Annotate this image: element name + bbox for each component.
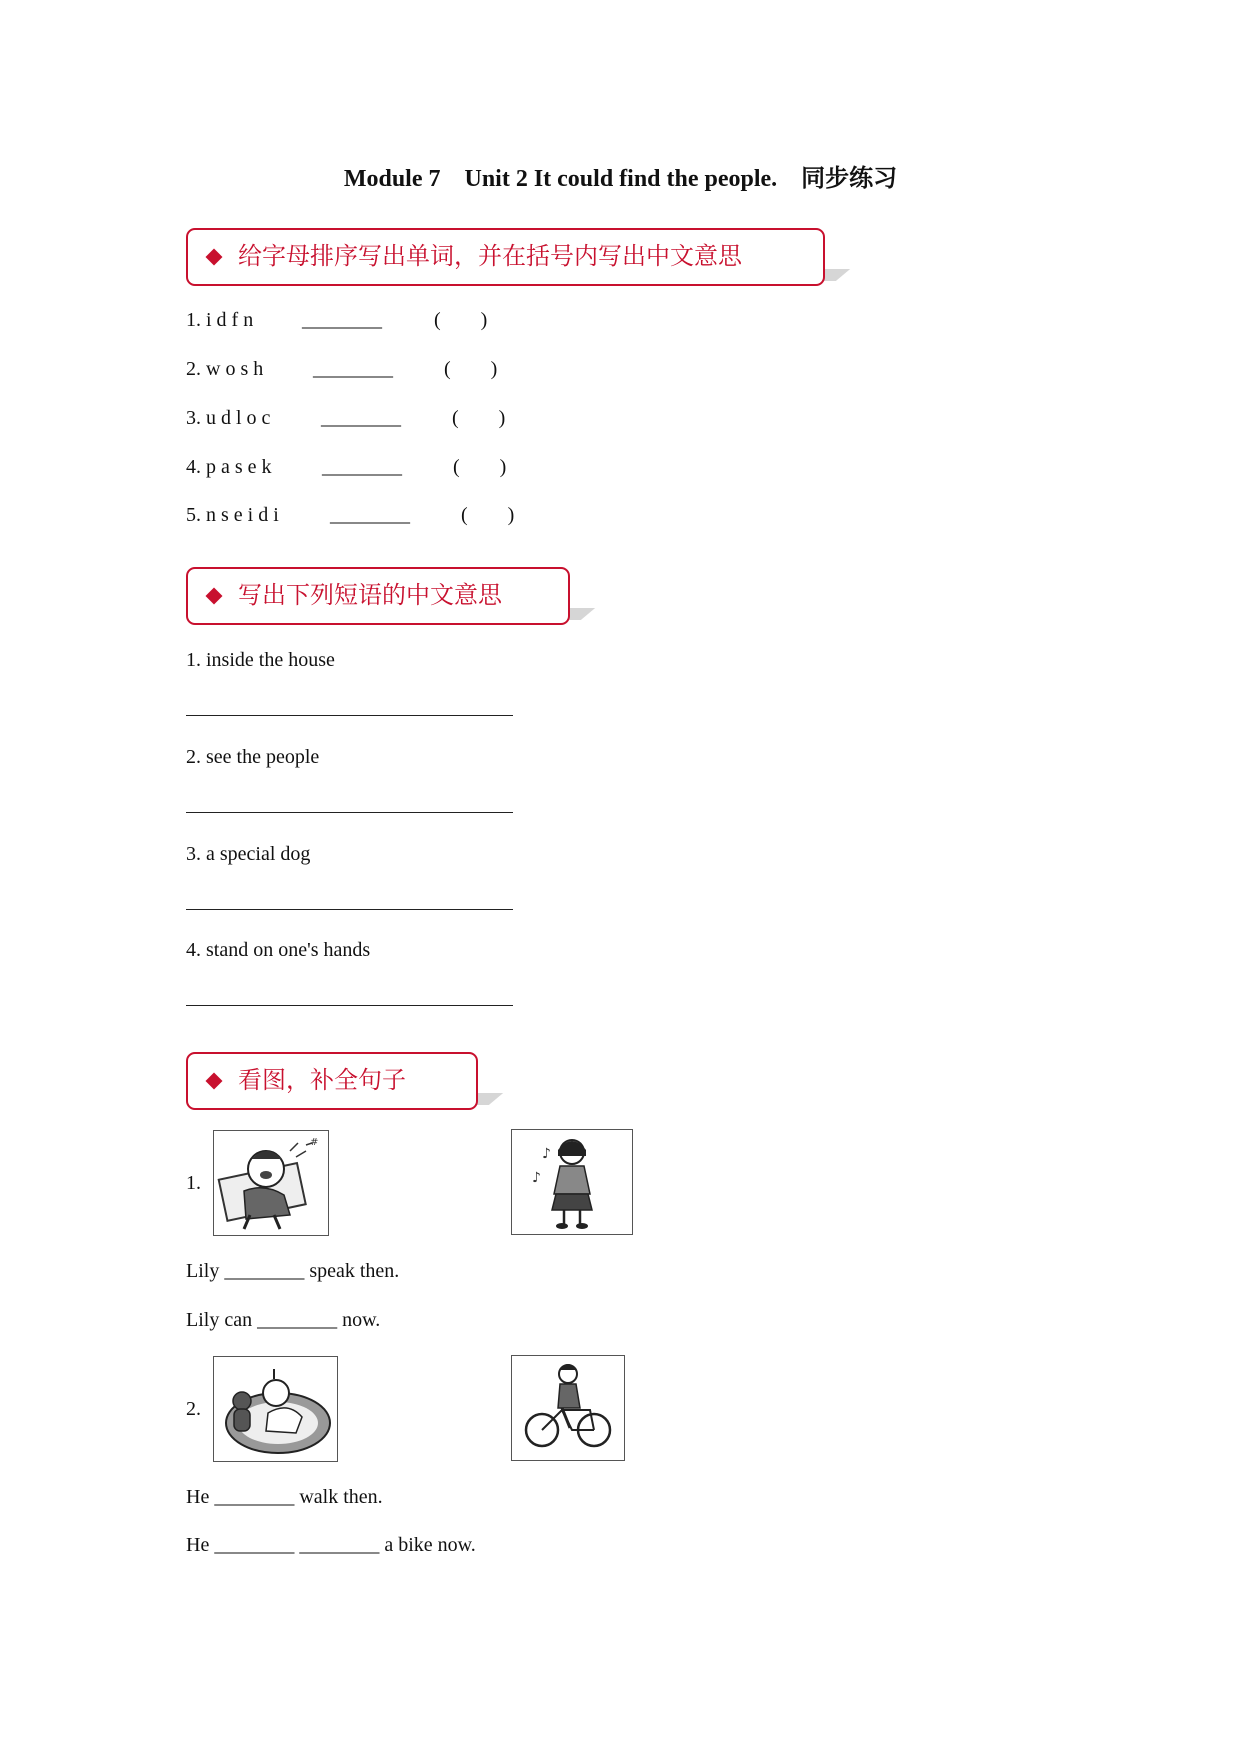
boy-riding-bike-picture bbox=[511, 1355, 625, 1461]
word-prompt: 1. i d f n bbox=[186, 309, 254, 331]
answer-line bbox=[186, 715, 513, 716]
word-prompt: 4. p a s e k bbox=[186, 456, 272, 478]
diamond-icon bbox=[206, 588, 223, 605]
sentence-line: Lily can ________ now. bbox=[186, 1309, 381, 1331]
answer-line bbox=[186, 909, 513, 910]
word-prompt: 2. w o s h bbox=[186, 358, 264, 380]
question-number: 2. bbox=[186, 1398, 201, 1420]
answer-blank: ________ bbox=[302, 309, 382, 331]
diamond-icon bbox=[206, 1073, 223, 1090]
crying-baby-picture bbox=[213, 1130, 329, 1236]
svg-text:♪: ♪ bbox=[542, 1146, 551, 1162]
meaning-paren: ( ) bbox=[453, 456, 507, 478]
phrase-item: 3. a special dog bbox=[186, 843, 311, 865]
phrase-item: 2. see the people bbox=[186, 746, 320, 768]
section-1-heading: 给字母排序写出单词，并在括号内写出中文意思 bbox=[238, 242, 742, 270]
answer-line bbox=[186, 812, 513, 813]
word-prompt: 3. u d l o c bbox=[186, 407, 271, 429]
meaning-paren: ( ) bbox=[434, 309, 488, 331]
sentence-line: He ________ ________ a bike now. bbox=[186, 1534, 476, 1556]
phrase-item: 4. stand on one's hands bbox=[186, 939, 371, 961]
section-3-header bbox=[186, 1052, 478, 1110]
meaning-paren: ( ) bbox=[452, 407, 506, 429]
section-1-header bbox=[186, 228, 825, 286]
answer-blank: ________ bbox=[322, 456, 402, 478]
section-2-header bbox=[186, 567, 570, 625]
answer-blank: ________ bbox=[330, 504, 410, 526]
sentence-line: Lily ________ speak then. bbox=[186, 1260, 400, 1282]
word-prompt: 5. n s e i d i bbox=[186, 504, 279, 526]
meaning-paren: ( ) bbox=[461, 504, 515, 526]
svg-text:#: # bbox=[310, 1137, 319, 1148]
answer-line bbox=[186, 1005, 513, 1006]
phrase-item: 1. inside the house bbox=[186, 649, 335, 671]
answer-blank: ________ bbox=[313, 358, 393, 380]
section-3-heading: 看图，补全句子 bbox=[238, 1066, 406, 1094]
crawling-baby-picture bbox=[213, 1356, 338, 1462]
singing-girl-picture bbox=[511, 1129, 633, 1235]
answer-blank: ________ bbox=[321, 407, 401, 429]
sentence-line: He ________ walk then. bbox=[186, 1486, 383, 1508]
meaning-paren: ( ) bbox=[444, 358, 498, 380]
section-2-heading: 写出下列短语的中文意思 bbox=[238, 581, 502, 609]
diamond-icon bbox=[206, 249, 223, 266]
svg-text:♪: ♪ bbox=[532, 1170, 541, 1186]
page-title: Module 7 Unit 2 It could find the people. 同步练习 bbox=[343, 166, 898, 192]
question-number: 1. bbox=[186, 1172, 201, 1194]
